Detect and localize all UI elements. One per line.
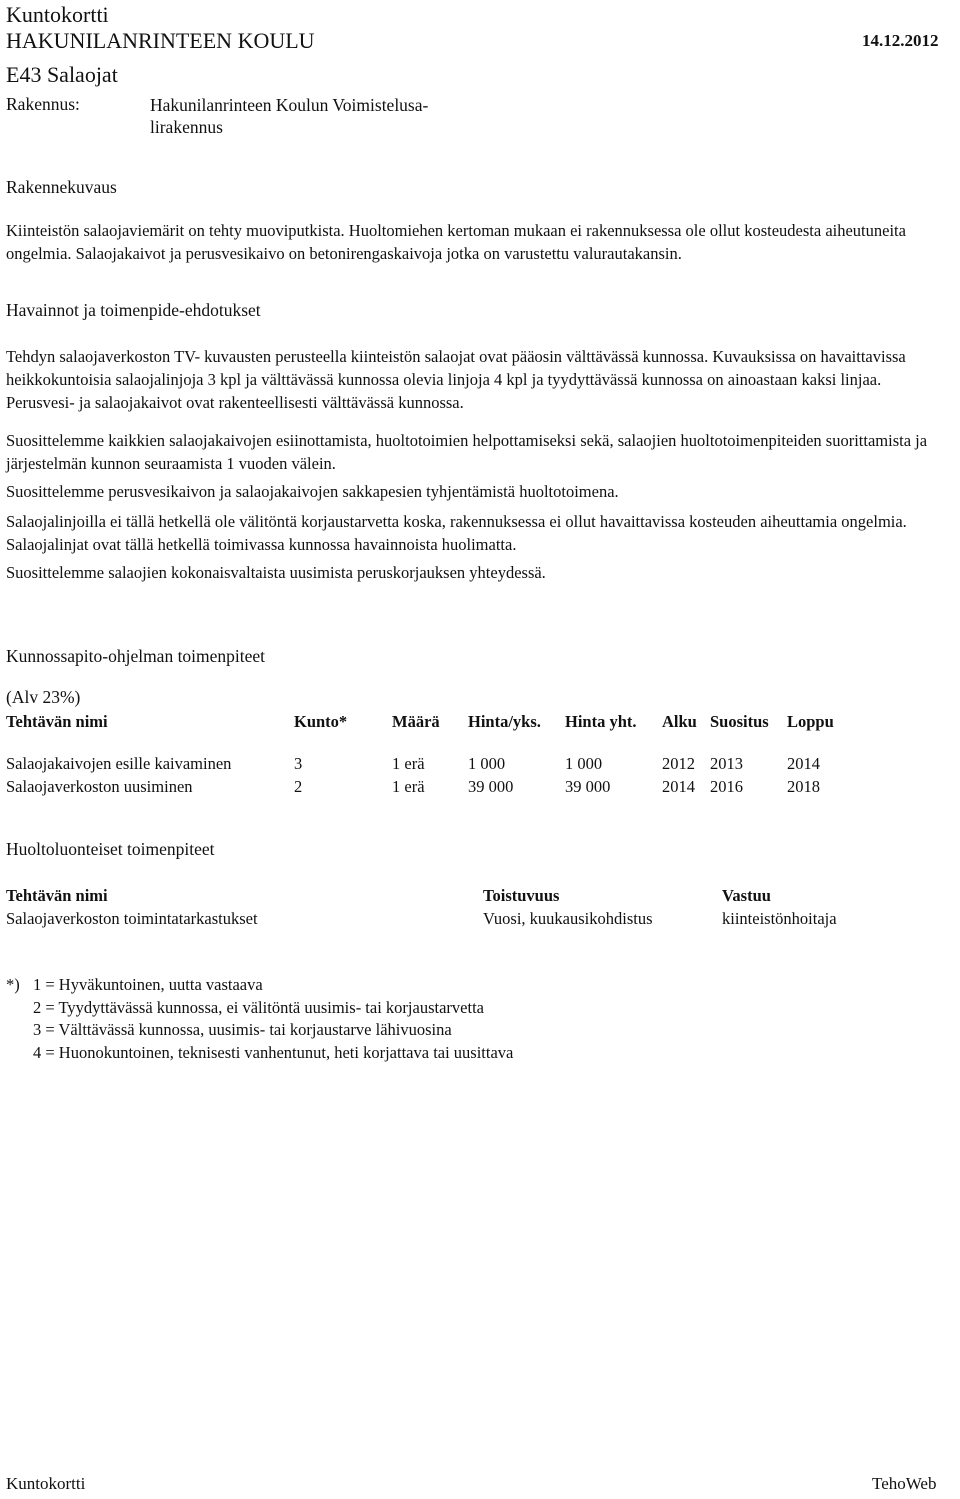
table-row — [6, 775, 946, 798]
vat-note: (Alv 23%) — [6, 687, 81, 707]
observations-paragraph-5: Suosittelemme salaojien kokonaisvaltaista uusimista peruskorjauksen yhteydessä. — [6, 563, 546, 582]
task-name: Salaojakaivojen esille kaivaminen — [6, 754, 232, 773]
column-header: Määrä — [392, 712, 440, 731]
legend-item: 2 = Tyydyttävässä kunnossa, ei välitöntä uusimis- tai korjaustarvetta — [33, 998, 484, 1017]
quantity: 1 erä — [392, 754, 425, 773]
component-code: E43 Salaojat — [6, 62, 118, 87]
frequency: Vuosi, kuukausikohdistus — [483, 909, 653, 928]
total-price: 39 000 — [565, 777, 611, 796]
recommended-year: 2013 — [710, 754, 743, 773]
document-title: Kuntokortti — [6, 2, 109, 27]
legend-item: 1 = Hyväkuntoinen, uutta vastaava — [33, 975, 263, 994]
observations-paragraph-1: Tehdyn salaojaverkoston TV- kuvausten perusteella kiinteistön salaojat ovat pääosin välttävässä kunnossa. Kuvauksissa on havaittavissa heikkokuntoisia salaojalinjoja 3 kpl ja välttävässä kunnossa olevia linjoja 4 kpl ja tyydyttävässä kunnossa on ainoastaan kaksi linjaa. Perusvesi- ja salaojakaivot ovat rakenteellisesti välttävässä kunnossa. — [6, 347, 906, 412]
recommended-year: 2016 — [710, 777, 743, 796]
quantity: 1 erä — [392, 777, 425, 796]
start-year: 2012 — [662, 754, 695, 773]
observations-paragraph-4: Salaojalinjoilla ei tällä hetkellä ole välitöntä korjaustarvetta koska, rakennuksessa ei ollut havaittavissa kosteuden aiheuttamia ongelmia. Salaojalinjat ovat tällä hetkellä toimivassa kunnossa havainnoista huolimatta. — [6, 512, 907, 554]
legend-item: 4 = Huonokuntoinen, teknisesti vanhentunut, heti korjattava tai uusittava — [33, 1043, 514, 1062]
column-header: Hinta yht. — [565, 712, 637, 731]
unit-price: 1 000 — [468, 754, 506, 773]
observations-heading: Havainnot ja toimenpide-ehdotukset — [6, 300, 261, 320]
service-table-header — [6, 884, 946, 907]
legend-marker: *) — [6, 975, 20, 994]
condition: 2 — [294, 777, 303, 796]
column-header: Toistuvuus — [483, 886, 560, 905]
end-year: 2014 — [787, 754, 820, 773]
column-header: Suositus — [710, 712, 769, 731]
table-row — [6, 907, 946, 930]
end-year: 2018 — [787, 777, 820, 796]
school-name: HAKUNILANRINTEEN KOULU — [6, 28, 315, 53]
maintenance-table-header — [6, 710, 946, 733]
task-name: Salaojaverkoston toimintatarkastukset — [6, 909, 258, 928]
unit-price: 39 000 — [468, 777, 514, 796]
responsible: kiinteistönhoitaja — [722, 909, 837, 928]
legend-item: 3 = Välttävässä kunnossa, uusimis- tai korjaustarve lähivuosina — [33, 1020, 452, 1039]
condition: 3 — [294, 754, 303, 773]
building-label: Rakennus: — [6, 94, 80, 114]
observations-paragraph-3: Suosittelemme perusvesikaivon ja salaojakaivojen sakkapesien tyhjentämistä huoltotoimena. — [6, 482, 619, 501]
table-row — [6, 752, 946, 775]
column-header: Hinta/yks. — [468, 712, 541, 731]
total-price: 1 000 — [565, 754, 603, 773]
column-header: Tehtävän nimi — [6, 886, 108, 905]
column-header: Loppu — [787, 712, 834, 731]
start-year: 2014 — [662, 777, 695, 796]
description-heading: Rakennekuvaus — [6, 177, 117, 197]
maintenance-heading: Kunnossapito-ohjelman toimenpiteet — [6, 646, 266, 666]
task-name: Salaojaverkoston uusiminen — [6, 777, 193, 796]
document-date: 14.12.2012 — [862, 31, 939, 50]
building-value: Hakunilanrinteen Koulun Voimistelusa-lirakennus — [150, 95, 429, 137]
column-header: Tehtävän nimi — [6, 712, 108, 731]
observations-paragraph-2: Suosittelemme kaikkien salaojakaivojen esiinottamista, huoltotoimien helpottamiseksi sekä, salaojien huoltotoimenpiteiden suorittamista ja järjestelmän kunnon seuraamista 1 vuoden välein. — [6, 431, 928, 473]
column-header: Kunto* — [294, 712, 348, 731]
column-header: Alku — [662, 712, 697, 731]
description-text: Kiinteistön salaojaviemärit on tehty muoviputkista. Huoltomiehen kertoman mukaan ei rakennuksessa ole ollut kosteudesta aiheutuneita ongelmia. Salaojakaivot ja perusvesikaivo on betonirengaskaivoja jotka on varustettu valurautakansin. — [6, 221, 906, 263]
footer-right: TehoWeb — [872, 1474, 937, 1493]
footer-left: Kuntokortti — [6, 1474, 86, 1493]
service-heading: Huoltoluonteiset toimenpiteet — [6, 839, 215, 859]
column-header: Vastuu — [722, 886, 771, 905]
